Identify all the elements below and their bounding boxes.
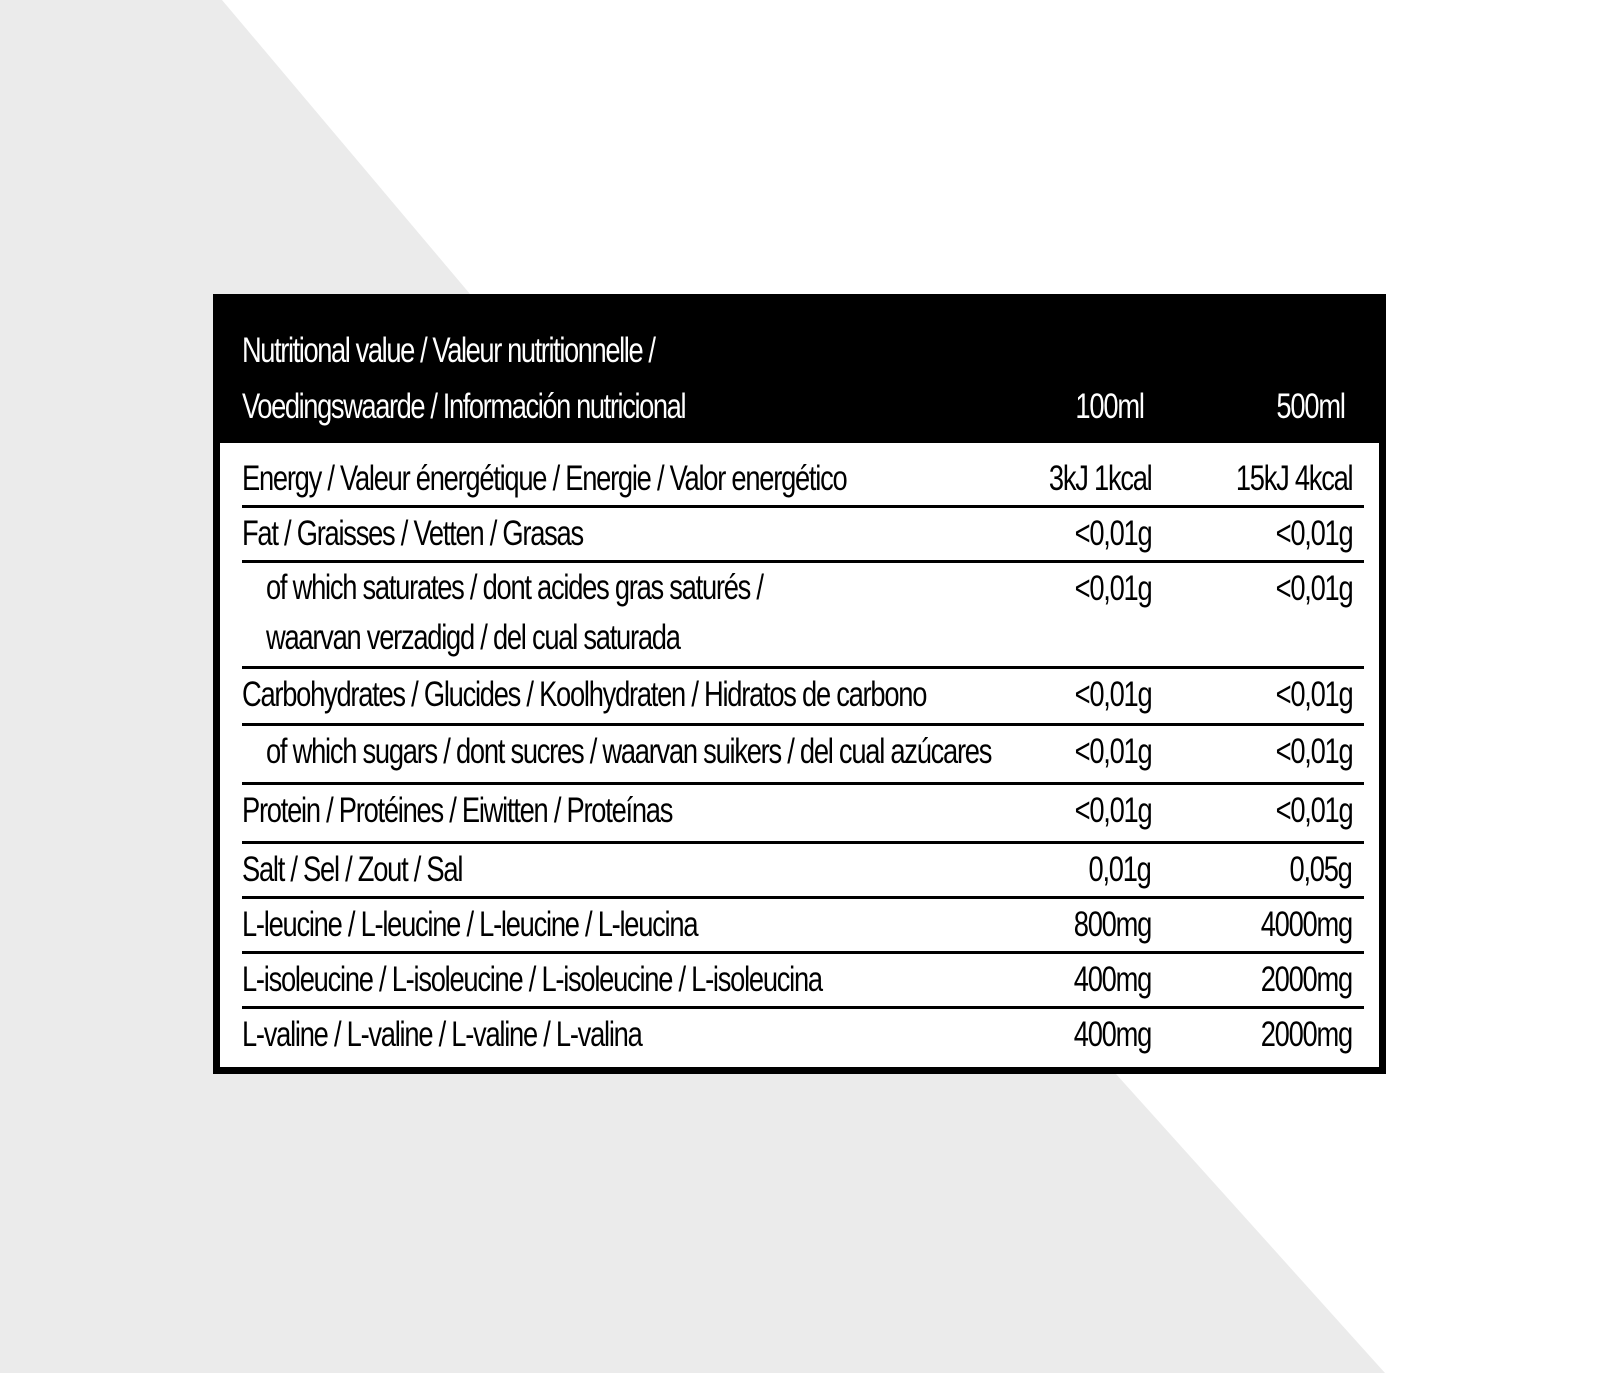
table-row-valine: [242, 1009, 1364, 1061]
table-row-energy: [242, 453, 1364, 508]
row-value-500ml: <0,01g: [1275, 791, 1352, 830]
table-title-line-2: Voedingswaarde / Información nutricional: [242, 387, 686, 426]
row-label: Carbohydrates / Glucides / Koolhydraten / Hidratos de carbono: [242, 675, 927, 714]
row-label: L-isoleucine / L-isoleucine / L-isoleucine / L-isoleucina: [242, 960, 822, 999]
table-row-carbohydrates: [242, 669, 1364, 726]
row-value-100ml: 0,01g: [1088, 850, 1151, 889]
row-label: of which sugars / dont sucres / waarvan suikers / del cual azúcares: [266, 732, 992, 771]
row-value-100ml: 400mg: [1073, 1015, 1151, 1054]
row-value-500ml: 2000mg: [1260, 960, 1352, 999]
row-value-500ml: <0,01g: [1275, 514, 1352, 553]
table-row-protein: [242, 785, 1364, 844]
row-value-100ml: 800mg: [1073, 905, 1151, 944]
row-label: L-leucine / L-leucine / L-leucine / L-leucina: [242, 905, 698, 944]
table-title-line-1: Nutritional value / Valeur nutritionnelle /: [242, 331, 655, 370]
nutrition-table: [213, 294, 1386, 1074]
row-value-500ml: 4000mg: [1260, 905, 1352, 944]
row-value-500ml: 15kJ 4kcal: [1235, 459, 1352, 498]
column-header-100ml: 100ml: [1075, 387, 1144, 426]
table-row-leucine: [242, 899, 1364, 954]
row-value-100ml: 3kJ 1kcal: [1048, 459, 1151, 498]
row-value-100ml: <0,01g: [1074, 514, 1151, 553]
row-value-100ml: 400mg: [1073, 960, 1151, 999]
row-value-500ml: 0,05g: [1289, 850, 1352, 889]
table-row-saturates: [242, 563, 1364, 669]
row-value-100ml: <0,01g: [1074, 732, 1151, 771]
row-value-100ml: <0,01g: [1074, 791, 1151, 830]
table-row-isoleucine: [242, 954, 1364, 1009]
row-label: Protein / Protéines / Eiwitten / Proteínas: [242, 791, 673, 830]
row-label-line-2: waarvan verzadigd / del cual saturada: [266, 618, 680, 657]
row-label: Salt / Sel / Zout / Sal: [242, 850, 463, 889]
table-header: [220, 301, 1379, 443]
row-label: [266, 563, 763, 663]
row-label: Fat / Graisses / Vetten / Grasas: [242, 514, 583, 553]
row-value-500ml: 2000mg: [1260, 1015, 1352, 1054]
background-left-shape: [0, 294, 213, 1373]
row-value-500ml: <0,01g: [1275, 732, 1352, 771]
table-body: [242, 453, 1364, 1061]
table-row-salt: [242, 844, 1364, 899]
column-header-500ml: 500ml: [1276, 387, 1345, 426]
row-value-100ml: <0,01g: [1074, 569, 1151, 608]
table-title: [242, 323, 685, 435]
table-row-sugars: [242, 726, 1364, 785]
row-label: L-valine / L-valine / L-valine / L-valina: [242, 1015, 642, 1054]
row-value-500ml: <0,01g: [1275, 675, 1352, 714]
row-label: Energy / Valeur énergétique / Energie / Valor energético: [242, 459, 847, 498]
row-value-500ml: <0,01g: [1275, 569, 1352, 608]
row-value-100ml: <0,01g: [1074, 675, 1151, 714]
table-row-fat: [242, 508, 1364, 563]
row-label-line-1: of which saturates / dont acides gras saturés /: [266, 568, 763, 607]
